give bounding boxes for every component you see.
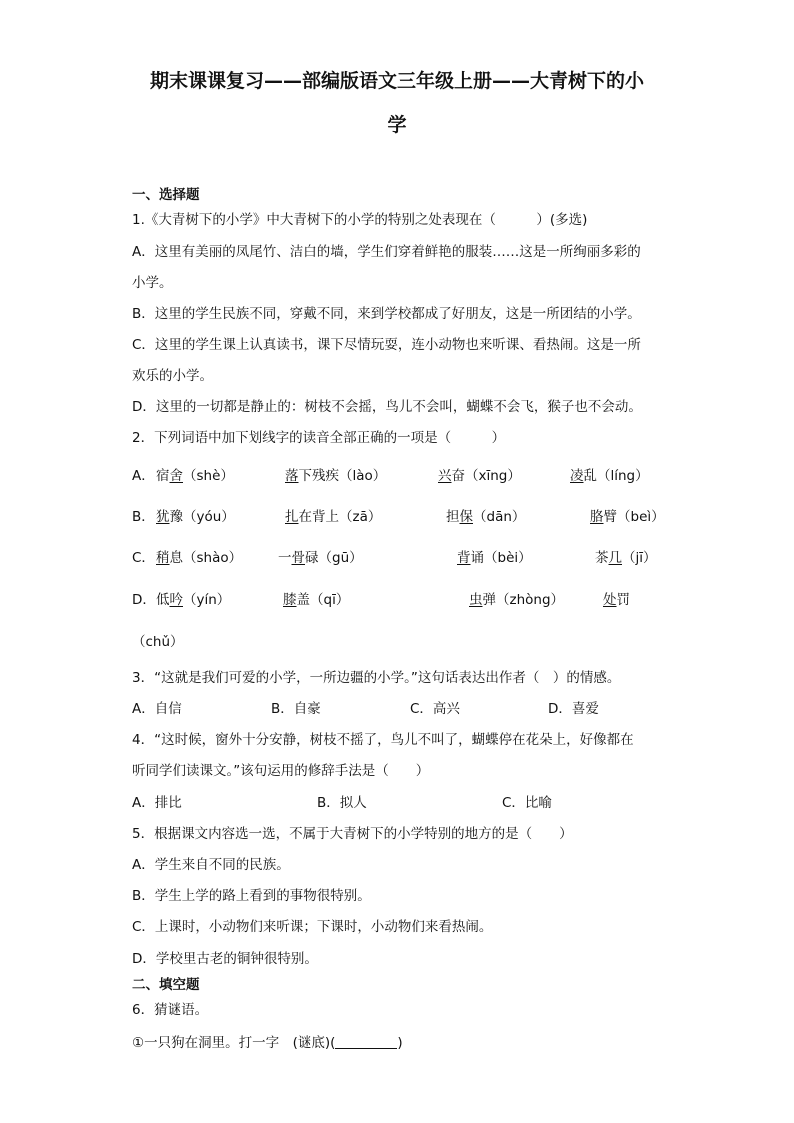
question-2-row-d-word-2: 膝盖（qī） bbox=[283, 592, 350, 608]
question-2-row-a-word-2: 落下残疾（lào） bbox=[285, 468, 387, 484]
question-5-option-d: D．学校里古老的铜钟很特别。 bbox=[132, 951, 318, 967]
question-3-option-b: B．自豪 bbox=[271, 701, 321, 717]
document-title-line1: 期末课课复习——部编版语文三年级上册——大青树下的小 bbox=[149, 70, 644, 92]
question-1-option-c-line1: C．这里的学生课上认真读书，课下尽情玩耍，连小动物也来听课、看热闹。这是一所 bbox=[132, 337, 641, 353]
question-5-option-a: A．学生来自不同的民族。 bbox=[132, 857, 290, 873]
question-1-option-d: D．这里的一切都是静止的：树枝不会摇，鸟儿不会叫，蝴蝶不会飞，猴子也不会动。 bbox=[132, 399, 642, 415]
question-2-row-b-label: B． bbox=[132, 509, 155, 525]
question-2-row-c-label: C． bbox=[132, 550, 155, 566]
question-2-stem: 2．下列词语中加下划线字的读音全部正确的一项是（ ） bbox=[132, 430, 506, 446]
document-title-line2: 学 bbox=[387, 114, 407, 136]
question-2-row-c-word-3: 背诵（bèi） bbox=[457, 550, 532, 566]
question-3-option-c: C．高兴 bbox=[410, 701, 460, 717]
question-2-row-a-word-3: 兴奋（xīng） bbox=[438, 468, 521, 484]
question-1-option-b: B．这里的学生民族不同，穿戴不同，来到学校都成了好朋友，这是一所团结的小学。 bbox=[132, 306, 641, 322]
section-heading-choice: 一、选择题 bbox=[132, 187, 200, 203]
question-1-option-c-line2: 欢乐的小学。 bbox=[132, 368, 213, 384]
question-2-row-d-label: D． bbox=[132, 592, 156, 608]
question-2-row-d-word-4-pinyin: （chǔ） bbox=[132, 634, 184, 650]
question-4-option-c: C．比喻 bbox=[502, 795, 552, 811]
question-3-stem: 3．“这就是我们可爱的小学，一所边疆的小学。”这句话表达出作者（ ）的情感。 bbox=[132, 670, 621, 686]
question-2-row-a-word-1: 宿舍（shè） bbox=[156, 468, 234, 484]
question-6-stem: 6．猜谜语。 bbox=[132, 1002, 209, 1018]
question-4-stem-line2: 听同学们读课文。”该句运用的修辞手法是（ ） bbox=[132, 763, 430, 779]
question-5-option-c: C．上课时，小动物们来听课；下课时，小动物们来看热闹。 bbox=[132, 919, 493, 935]
question-2-row-d-word-4: 处罚 bbox=[603, 592, 630, 608]
question-2-row-c-word-4: 茶几（jī） bbox=[595, 550, 657, 566]
question-4-option-b: B．拟人 bbox=[317, 795, 367, 811]
question-2-row-a-label: A． bbox=[132, 468, 155, 484]
question-5-stem: 5．根据课文内容选一选，不属于大青树下的小学特别的地方的是（ ） bbox=[132, 826, 573, 842]
question-2-row-c-word-1: 稍息（shào） bbox=[156, 550, 243, 566]
question-4-stem-line1: 4．“这时候，窗外十分安静，树枝不摇了，鸟儿不叫了，蝴蝶停在花朵上，好像都在 bbox=[132, 732, 634, 748]
question-2-row-d-word-1: 低吟（yín） bbox=[156, 592, 231, 608]
question-2-row-c-word-2: 一骨碌（gū） bbox=[278, 550, 363, 566]
question-3-option-a: A．自信 bbox=[132, 701, 182, 717]
question-2-row-b-word-4: 胳臂（beì） bbox=[590, 509, 665, 525]
question-2-row-a-word-4: 凌乱（líng） bbox=[570, 468, 649, 484]
question-1-option-a-line2: 小学。 bbox=[132, 275, 173, 291]
question-6-item-1: ①一只狗在洞里。打一字 (谜底)( ) bbox=[132, 1035, 403, 1051]
question-3-option-d: D．喜爱 bbox=[548, 701, 599, 717]
question-4-option-a: A．排比 bbox=[132, 795, 182, 811]
question-2-row-b-word-3: 担保（dān） bbox=[446, 509, 526, 525]
question-2-row-b-word-2: 扎在背上（zā） bbox=[285, 509, 382, 525]
question-5-option-b: B．学生上学的路上看到的事物很特别。 bbox=[132, 888, 371, 904]
question-2-row-d-word-3: 虫弹（zhòng） bbox=[469, 592, 565, 608]
question-1-stem: 1.《大青树下的小学》中大青树下的小学的特别之处表现在（ ）(多选) bbox=[132, 212, 588, 228]
question-2-row-b-word-1: 犹豫（yóu） bbox=[156, 509, 235, 525]
answer-blank[interactable] bbox=[335, 1036, 397, 1049]
section-heading-fill: 二、填空题 bbox=[132, 977, 200, 993]
question-1-option-a-line1: A．这里有美丽的凤尾竹、洁白的墙，学生们穿着鲜艳的服装……这是一所绚丽多彩的 bbox=[132, 244, 641, 260]
